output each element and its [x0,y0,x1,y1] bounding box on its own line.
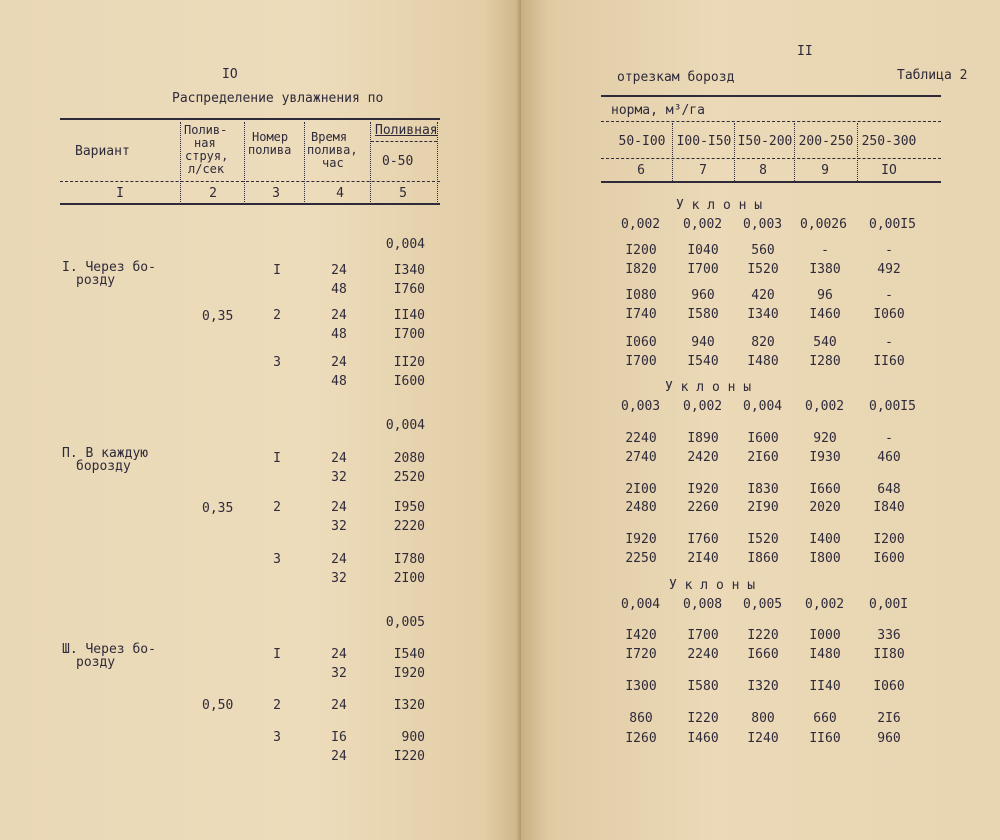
col-number: 9 [821,163,829,178]
irrigation-number: I [273,263,281,278]
table-cell: I220 [747,628,779,643]
slope-value: 0,005 [385,615,425,630]
table-cell: I540 [687,354,719,369]
slope-heading: У к л о н ы [665,380,752,395]
irrigation-time: 24 [331,500,347,515]
table-cell: I840 [873,500,905,515]
table-cell: - [885,243,893,258]
col-number: 6 [637,163,645,178]
page-title-left: Распределение увлажнения по [172,91,384,106]
table-cell: 648 [877,482,901,497]
table-cell: I830 [747,482,779,497]
irrigation-number: 3 [273,730,281,745]
table-cell: I520 [747,262,779,277]
table-cell: 960 [691,288,715,303]
irrigation-norm: I220 [393,749,425,764]
irrigation-time: 48 [331,374,347,389]
table-cell: II60 [873,354,905,369]
header-col-sep [180,122,181,204]
table-cell: - [821,243,829,258]
table-cell: I200 [873,532,905,547]
irrigation-time: 24 [331,647,347,662]
slope-value: 0,003 [621,399,661,414]
table-cell: I520 [747,532,779,547]
slope-value: 0,003 [743,217,783,232]
col-number: I [116,186,124,201]
col-number: IO [881,163,897,178]
irrigation-time: 24 [331,451,347,466]
col-number: 3 [272,186,280,201]
table-cell: I660 [747,647,779,662]
header-variant: Вариант [75,144,130,159]
table-cell: I240 [747,731,779,746]
table-cell: I260 [625,731,657,746]
table-cell: 920 [813,431,837,446]
table-cell: I460 [809,307,841,322]
slope-heading: У к л о н ы [676,198,763,213]
table-cell: I600 [747,431,779,446]
table-cell: 2020 [809,500,841,515]
table-cell: I820 [625,262,657,277]
slope-value: 0,00I5 [869,399,916,414]
header-bottom-rule [60,203,440,205]
table-cell: 2260 [687,500,719,515]
table-cell: I000 [809,628,841,643]
irrigation-norm: 2080 [393,451,425,466]
irrigation-norm: I950 [393,500,425,515]
irrigation-norm: I320 [393,698,425,713]
table-cell: 2I40 [687,551,719,566]
table-cell: I060 [873,307,905,322]
table-cell: 96 [817,288,833,303]
irrigation-number: I [273,647,281,662]
table-cell: I320 [747,679,779,694]
header-stream-1: Полив- [184,123,228,137]
table-cell: I080 [625,288,657,303]
irrigation-norm: 2220 [393,519,425,534]
range-header: 250-300 [861,134,917,149]
range-header: 50-I00 [618,134,666,149]
table-cell: 820 [751,335,775,350]
col-number: 8 [759,163,767,178]
page-number-right: II [797,44,813,59]
table-cell: I280 [809,354,841,369]
irrigation-time: 48 [331,282,347,297]
irrigation-norm: I760 [393,282,425,297]
stream-value: 0,50 [202,698,234,713]
irrigation-norm: 2520 [393,470,425,485]
table-cell: 420 [751,288,775,303]
stream-value: 0,35 [202,309,234,324]
table-cell: I220 [687,711,719,726]
table-cell: I380 [809,262,841,277]
table-cell: 960 [877,731,901,746]
variant-label: П. В каждую [62,446,149,461]
table-cell: I700 [687,628,719,643]
col-number: 7 [699,163,707,178]
irrigation-norm: I540 [393,647,425,662]
slope-value: 0,002 [621,217,661,232]
header-time-3: час [322,156,344,170]
table-cell: 492 [877,262,901,277]
irrigation-time: 24 [331,698,347,713]
table-cell: I700 [625,354,657,369]
table-cell: 800 [751,711,775,726]
header-mid-rule [60,181,440,182]
slope-value: 0,002 [683,217,723,232]
right-page [521,0,1000,840]
header-bottom-rule [601,181,941,183]
norm-label: норма, м³/га [611,103,705,118]
irrigation-time: 24 [331,355,347,370]
slope-value: 0,005 [743,597,783,612]
table-cell: I460 [687,731,719,746]
irrigation-norm: I920 [393,666,425,681]
table-cell: I400 [809,532,841,547]
col-number: 5 [399,186,407,201]
header-stream-2: ная [194,136,216,150]
irrigation-number: 2 [273,308,281,323]
table-cell: I580 [687,307,719,322]
stream-value: 0,35 [202,501,234,516]
table-cell: II80 [873,647,905,662]
table-cell: - [885,431,893,446]
table-label: Таблица 2 [897,68,968,83]
header-norm-range: 0-50 [382,154,414,169]
slope-value: 0,004 [385,237,425,252]
slope-value: 0,0026 [800,217,847,232]
header-col-sep [370,122,371,204]
irrigation-time: 32 [331,666,347,681]
table-cell: 560 [751,243,775,258]
page-title-right: отрезкам борозд [617,70,735,85]
irrigation-time: 32 [331,571,347,586]
header-number-2: полива [248,143,292,157]
table-cell: I930 [809,450,841,465]
header-col-sep [857,123,858,181]
table-cell: I700 [687,262,719,277]
variant-label: I. Через бо- [62,260,156,275]
irrigation-norm: I780 [393,552,425,567]
slope-value: 0,00I5 [869,217,916,232]
table-cell: II60 [809,731,841,746]
irrigation-norm: II40 [393,308,425,323]
header-col-sep [437,122,438,204]
range-header: 200-250 [798,134,854,149]
table-cell: 2420 [687,450,719,465]
table-cell: I040 [687,243,719,258]
table-cell: I340 [747,307,779,322]
col-number: 4 [336,186,344,201]
header-stream-3: струя, [185,149,229,163]
table-cell: 2480 [625,500,657,515]
table-cell: I800 [809,551,841,566]
table-cell: I420 [625,628,657,643]
slope-value: 0,008 [683,597,723,612]
table-cell: 2I60 [747,450,779,465]
table-cell: 2740 [625,450,657,465]
irrigation-number: 2 [273,698,281,713]
header-col-sep [672,123,673,181]
header-mid-rule [601,158,941,159]
table-cell: I860 [747,551,779,566]
range-header: I00-I50 [676,134,732,149]
slope-value: 0,002 [805,399,845,414]
irrigation-number: 3 [273,355,281,370]
irrigation-number: 2 [273,500,281,515]
slope-heading: У к л о н ы [669,578,756,593]
irrigation-norm: 2I00 [393,571,425,586]
irrigation-norm: 900 [401,730,425,745]
irrigation-time: I6 [331,730,347,745]
header-sub-rule [601,121,941,122]
table-cell: II40 [809,679,841,694]
table-cell: 2240 [687,647,719,662]
irrigation-norm: I340 [393,263,425,278]
table-cell: 2240 [625,431,657,446]
table-cell: I600 [873,551,905,566]
table-cell: I060 [873,679,905,694]
header-top-rule [60,118,440,120]
table-cell: I890 [687,431,719,446]
irrigation-norm: II20 [393,355,425,370]
table-cell: 2I00 [625,482,657,497]
irrigation-time: 32 [331,519,347,534]
header-col-sep [304,122,305,204]
slope-value: 0,004 [621,597,661,612]
table-cell: 940 [691,335,715,350]
table-cell: 2250 [625,551,657,566]
table-cell: I920 [687,482,719,497]
header-col-sep [794,123,795,181]
header-stream-4: л/сек [188,162,225,176]
header-col-sep [244,122,245,204]
irrigation-number: I [273,451,281,466]
irrigation-time: 48 [331,327,347,342]
table-cell: 460 [877,450,901,465]
slope-value: 0,00I [869,597,909,612]
page-number-left: IO [222,67,238,82]
table-cell: I480 [747,354,779,369]
table-cell: 336 [877,628,901,643]
header-col-sep [734,123,735,181]
slope-value: 0,002 [805,597,845,612]
slope-value: 0,004 [743,399,783,414]
table-cell: I760 [687,532,719,547]
table-cell: I740 [625,307,657,322]
irrigation-time: 32 [331,470,347,485]
table-cell: 540 [813,335,837,350]
variant-label: борозду [76,459,131,474]
slope-value: 0,004 [385,418,425,433]
table-cell: I660 [809,482,841,497]
variant-label: розду [76,273,116,288]
col-number: 2 [209,186,217,201]
slope-value: 0,002 [683,399,723,414]
header-norm-subrule [371,141,437,142]
header-top-rule [601,95,941,97]
irrigation-time: 24 [331,263,347,278]
table-cell: 860 [629,711,653,726]
table-cell: - [885,335,893,350]
irrigation-time: 24 [331,552,347,567]
table-cell: I480 [809,647,841,662]
table-cell: I920 [625,532,657,547]
header-norm: Поливная [375,123,438,138]
table-cell: 2I6 [877,711,901,726]
table-cell: I580 [687,679,719,694]
irrigation-time: 24 [331,749,347,764]
variant-label: Ш. Через бо- [62,642,156,657]
table-cell: 660 [813,711,837,726]
table-cell: I060 [625,335,657,350]
table-cell: I720 [625,647,657,662]
variant-label: розду [76,655,116,670]
range-header: I50-200 [737,134,793,149]
header-time-2: полива, [307,143,358,157]
irrigation-number: 3 [273,552,281,567]
irrigation-time: 24 [331,308,347,323]
header-number-1: Номер [252,130,289,144]
table-cell: 2I90 [747,500,779,515]
header-time-1: Время [311,130,348,144]
irrigation-norm: I600 [393,374,425,389]
table-cell: I200 [625,243,657,258]
table-cell: I300 [625,679,657,694]
table-cell: - [885,288,893,303]
irrigation-norm: I700 [393,327,425,342]
